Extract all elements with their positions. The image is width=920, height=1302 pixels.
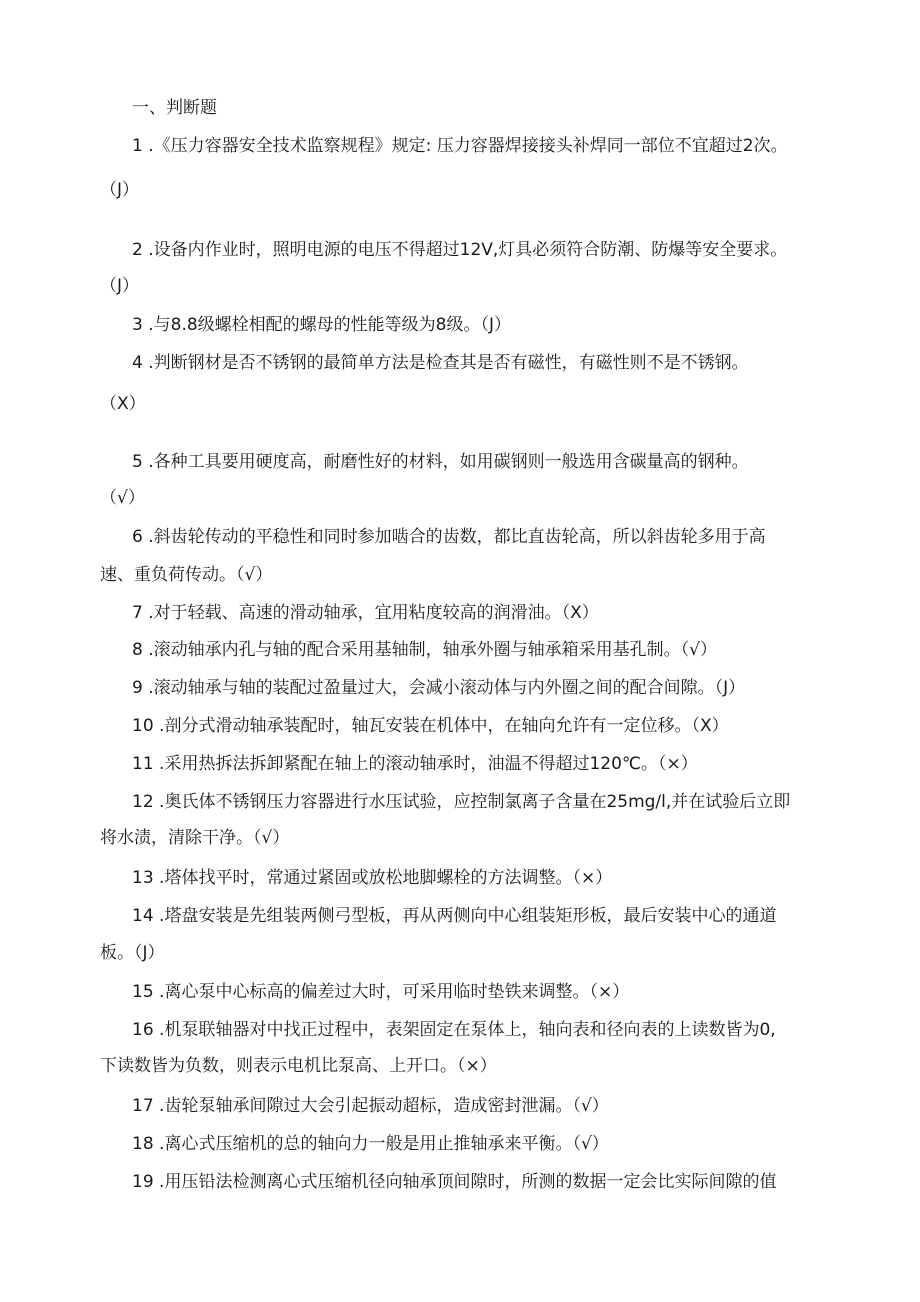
- item-6: [0, 525, 920, 549]
- item-4-continuation: （X）: [100, 394, 146, 414]
- item-number: 2: [132, 240, 143, 260]
- item-1-continuation: （J）: [100, 180, 140, 200]
- item-text: .各种工具要用硬度高，耐磨性好的材料，如用碳钢则一般选用含碳量高的钢种。: [148, 452, 749, 472]
- item-number: 1: [132, 136, 143, 156]
- item-number: 10: [132, 716, 154, 736]
- item-8: [0, 638, 920, 662]
- item-number: 5: [132, 452, 143, 472]
- item-6-continuation: 速、重负荷传动。（√）: [100, 565, 273, 585]
- item-number: 6: [132, 527, 143, 547]
- item-11: [0, 752, 920, 776]
- item-text: .判断钢材是否不锈钢的最简单方法是检查其是否有磁性，有磁性则不是不锈钢。: [148, 353, 749, 373]
- item-number: 17: [132, 1096, 154, 1116]
- item-text: .塔盘安装是先组装两侧弓型板，再从两侧向中心组装矩形板，最后安装中心的通道: [159, 906, 777, 926]
- item-text: .离心式压缩机的总的轴向力一般是用止推轴承来平衡。（√）: [159, 1134, 609, 1154]
- section-title: 一、判断题: [132, 98, 217, 118]
- item-text: .齿轮泵轴承间隙过大会引起振动超标，造成密封泄漏。（√）: [159, 1096, 609, 1116]
- item-2: [0, 238, 920, 262]
- item-text: .采用热拆法拆卸紧配在轴上的滚动轴承时，油温不得超过120℃。（×）: [159, 754, 698, 774]
- item-5-continuation: （√）: [100, 488, 145, 508]
- item-13: [0, 866, 920, 890]
- item-9: [0, 676, 920, 700]
- item-text: .机泵联轴器对中找正过程中，表架固定在泵体上，轴向表和径向表的上读数皆为0,: [159, 1020, 776, 1040]
- item-number: 8: [132, 640, 143, 660]
- item-text: .与8.8级螺栓相配的螺母的性能等级为8级。（J）: [148, 315, 512, 335]
- item-text: .滚动轴承与轴的装配过盈量过大，会减小滚动体与内外圈之间的配合间隙。（J）: [148, 678, 746, 698]
- item-number: 13: [132, 868, 154, 888]
- item-text: .用压铅法检测离心式压缩机径向轴承顶间隙时，所测的数据一定会比实际间隙的值: [159, 1172, 777, 1192]
- item-text: .离心泵中心标高的偏差过大时，可采用临时垫铁来调整。（×）: [159, 982, 630, 1002]
- item-1: [0, 134, 920, 158]
- item-number: 14: [132, 906, 154, 926]
- item-10: [0, 714, 920, 738]
- item-number: 7: [132, 603, 143, 623]
- item-number: 11: [132, 754, 154, 774]
- item-number: 18: [132, 1134, 154, 1154]
- item-number: 12: [132, 792, 154, 812]
- item-3: [0, 313, 920, 337]
- item-text: .塔体找平时，常通过紧固或放松地脚螺栓的方法调整。（×）: [159, 868, 613, 888]
- item-5: [0, 450, 920, 474]
- item-17: [0, 1094, 920, 1118]
- item-14: [0, 904, 920, 928]
- item-7: [0, 601, 920, 625]
- item-text: .设备内作业时，照明电源的电压不得超过12V,灯具必须符合防潮、防爆等安全要求。: [148, 240, 788, 260]
- item-text: .奥氏体不锈钢压力容器进行水压试验，应控制氯离子含量在25mg∕l,并在试验后立即: [159, 792, 791, 812]
- item-text: .《压力容器安全技术监察规程》规定: 压力容器焊接接头补焊同一部位不宜超过2次。: [148, 136, 788, 156]
- item-number: 16: [132, 1020, 154, 1040]
- item-12: [0, 790, 920, 814]
- item-number: 9: [132, 678, 143, 698]
- item-18: [0, 1132, 920, 1156]
- item-14-continuation: 板。（J）: [100, 943, 165, 963]
- item-number: 15: [132, 982, 154, 1002]
- item-16-continuation: 下读数皆为负数，则表示电机比泵高、上开口。（×）: [100, 1056, 497, 1076]
- item-19: [0, 1170, 920, 1194]
- item-text: .滚动轴承内孔与轴的配合采用基轴制，轴承外圈与轴承箱采用基孔制。（√）: [148, 640, 717, 660]
- item-16: [0, 1018, 920, 1042]
- item-2-continuation: （J）: [100, 276, 140, 296]
- item-12-continuation: 将水渍，清除干净。（√）: [100, 828, 290, 848]
- item-15: [0, 980, 920, 1004]
- item-4: [0, 351, 920, 375]
- item-number: 19: [132, 1172, 154, 1192]
- item-number: 3: [132, 315, 143, 335]
- item-text: .剖分式滑动轴承装配时，轴瓦安装在机体中，在轴向允许有一定位移。（X）: [159, 716, 729, 736]
- item-number: 4: [132, 353, 143, 373]
- item-text: .斜齿轮传动的平稳性和同时参加啮合的齿数，都比直齿轮高，所以斜齿轮多用于高: [148, 527, 766, 547]
- item-text: .对于轻载、高速的滑动轴承，宜用粘度较高的润滑油。（X）: [148, 603, 599, 623]
